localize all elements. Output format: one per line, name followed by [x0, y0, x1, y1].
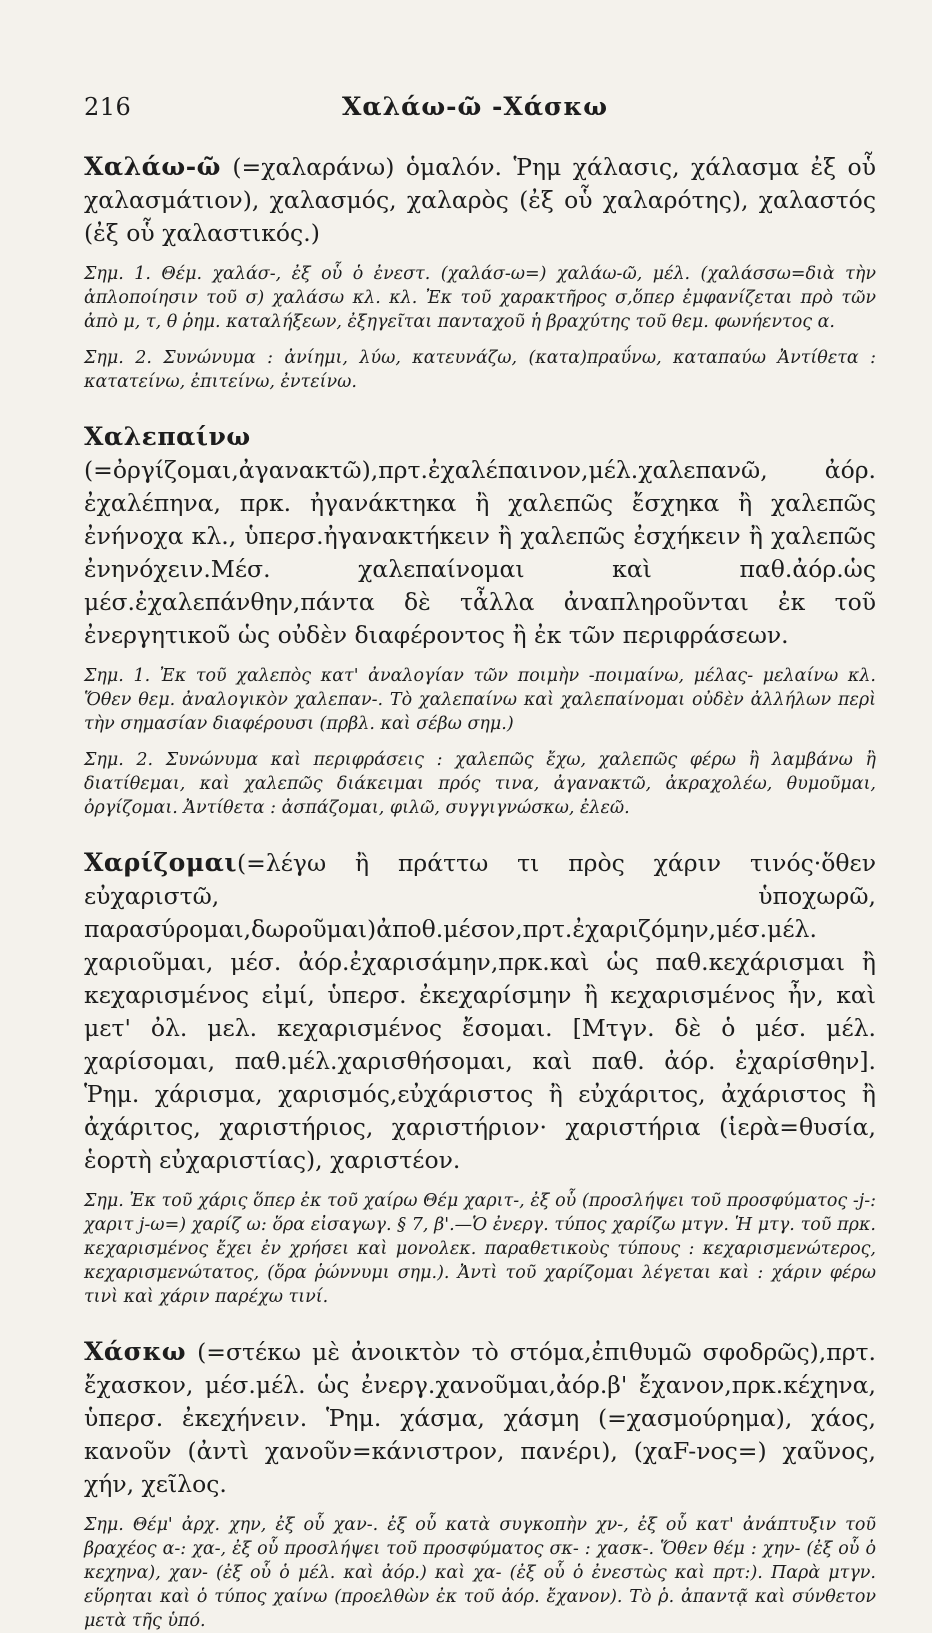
entry-body: (=στέκω μὲ ἀνοικτὸν τὸ στόμα,ἐπιθυμῶ σφοδρῶς),πρτ. ἔχασκον, μέσ.μέλ. ὡς ἐνεργ.χανοῦμαι,ἀόρ.β' ἔχανον,πρκ.κέχηνα, ὑπερσ. ἐκεχήνειν. Ῥημ. χάσμα, χάσμη (=χασμούρημα), χάος, κανοῦν (ἀντὶ χανοῦν=κάνιστρον, πανέρι), (χαF-νος=) χαῦνος, χήν, χεῖλος.: [84, 1338, 876, 1498]
note: Σημ. 2. Συνώνυμα καὶ περιφράσεις : χαλεπῶς ἔχω, χαλεπῶς φέρω ἢ λαμβάνω ἢ διατίθεμαι, καὶ χαλεπῶς διάκειμαι πρός τινα, ἀγανακτῶ, ἀκραχολέω, θυμοῦμαι, ὀργίζομαι. Ἀντίθετα : ἀσπάζομαι, φιλῶ, συγγιγνώσκω, ἐλεῶ.: [84, 750, 876, 818]
page-number: 216: [84, 93, 132, 121]
note: Σημ. 2. Συνώνυμα : ἀνίημι, λύω, κατευνάζω, (κατα)πραΰνω, καταπαύω Ἀντίθετα : κατατείνω, ἐπιτείνω, ἐντείνω.: [84, 348, 876, 392]
headword: Χαλεπαίνω: [84, 422, 251, 451]
page-header: [84, 92, 876, 132]
note: Σημ. 1. Ἐκ τοῦ χαλεπὸς κατ' ἀναλογίαν τῶν ποιμὴν -ποιμαίνω, μέλας- μελαίνω κλ. Ὅθεν θεμ. ἀναλογικὸν χαλεπαν-. Τὸ χαλεπαίνω καὶ χαλεπαίνομαι οὐδὲν ἀλλήλων περὶ τὴν σημασίαν διαφέρουσι (πρβλ. καὶ σέβω σημ.): [84, 666, 876, 734]
note: Σημ. 1. Θέμ. χαλάσ-, ἐξ οὗ ὁ ἐνεστ. (χαλάσ-ω=) χαλάω-ῶ, μέλ. (χαλάσσω=διὰ τὴν ἁπλοποίησιν τοῦ σ) χαλάσω κλ. κλ. Ἐκ τοῦ χαρακτῆρος σ,ὅπερ ἐμφανίζεται πρὸ τῶν ἀπὸ μ, τ, θ ῥημ. καταλήξεων, ἐξηγεῖται πανταχοῦ ἡ βραχύτης τοῦ θεμ. φωνήεντος α.: [84, 264, 876, 332]
entry-body: (=χαλαράνω) ὁμαλόν. Ῥημ χάλασις, χάλασμα ἐξ οὗ χαλασμάτιον), χαλασμός, χαλαρὸς (ἐξ οὗ χαλαρότης), χαλαστός (ἐξ οὗ χαλαστικός.): [84, 153, 876, 247]
entry-chalao: [84, 150, 876, 394]
entry-body: (=λέγω ἢ πράττω τι πρὸς χάριν τινός·ὅθεν εὐχαριστῶ, ὑποχωρῶ, παρασύρομαι,δωροῦμαι)ἀποθ.μέσον,πρτ.ἐχαριζόμην,μέσ.μέλ. χαριοῦμαι, μέσ. ἀόρ.ἐχαρισάμην,πρκ.καὶ ὡς παθ.κεχάρισμαι ἢ κεχαρισμένος εἰμί, ὑπερσ. ἐκεχαρίσμην ἢ κεχαρισμένος ἦν, καὶ μετ' ὀλ. μελ. κεχαρισμένος ἔσομαι. [Μτγν. δὲ ὁ μέσ. μέλ. χαρίσομαι, παθ.μέλ.χαρισθήσομαι, καὶ παθ. ἀόρ. ἐχαρίσθην]. Ῥημ. χάρισμα, χαρισμός,εὐχάριστος ἢ εὐχάριτος, ἀχάριστος ἢ ἀχάριτος, χαριστήριος, χαριστήριον· χαριστήρια (ἱερὰ=θυσία, ἑορτὴ εὐχαριστίας), χαριστέον.: [84, 849, 876, 1174]
entry-chasko: [84, 1335, 876, 1633]
entry-charizomai: [84, 846, 876, 1309]
entry-chalepaino: [84, 420, 876, 820]
headword: Χαρίζομαι: [84, 848, 237, 877]
entry-text: [84, 150, 876, 250]
note: Σημ. Ἐκ τοῦ χάρις ὅπερ ἐκ τοῦ χαίρω Θέμ χαριτ-, ἐξ οὗ (προσλήψει τοῦ προσφύματος -j-: χαριτ j-ω=) χαρίζ ω: ὅρα εἰσαγωγ. § 7, β'.—Ὁ ἐνεργ. τύπος χαρίζω μτγν. Ἡ μτγ. τοῦ πρκ. κεχαρισμένος ἔχει ἐν χρήσει καὶ μονολεκ. παραθετικοὺς τύπους : κεχαρισμενώτερος, κεχαρισμενώτατος, (ὅρα ῥώννυμι σημ.). Ἀντὶ τοῦ χαρίζομαι λέγεται καὶ : χάριν φέρω τινὶ καὶ χάριν παρέχω τινί.: [84, 1191, 876, 1307]
headword: Χαλάω-ῶ: [84, 152, 221, 181]
note: Σημ. Θέμ' ἀρχ. χην, ἐξ οὗ χαν-. ἐξ οὗ κατὰ συγκοπὴν χν-, ἐξ οὗ κατ' ἀνάπτυξιν τοῦ βραχέος α-: χα-, ἐξ οὗ προσλήψει τοῦ προσφύματος σκ- : χασκ-. Ὅθεν θέμ : χην- (ἐξ οὗ ὁ κεχηνα), χαν- (ἐξ οὗ ὁ μέλ. καὶ ἀόρ.) καὶ χα- (ἐξ οὗ ὁ ἐνεστὼς καὶ πρτ:). Παρὰ μτγν. εὕρηται καὶ ὁ τύπος χαίνω (προελθὼν ἐκ τοῦ ἀόρ. ἔχανον). Τὸ ῥ. ἀπαντᾷ καὶ σύνθετον μετὰ τῆς ὑπό.: [84, 1515, 876, 1631]
entry-text: [84, 846, 876, 1177]
running-head: Χαλάω-ῶ -Χάσκω: [341, 92, 609, 121]
entry-text: [84, 420, 876, 652]
entry-body: (=ὀργίζομαι,ἀγανακτῶ),πρτ.ἐχαλέπαινον,μέλ.χαλεπανῶ, ἀόρ. ἐχαλέπηνα, πρκ. ἠγανάκτηκα ἢ χαλεπῶς ἔσχηκα ἢ χαλεπῶς ἐνήνοχα κλ., ὑπερσ.ἠγανακτήκειν ἢ χαλεπῶς ἐσχήκειν ἢ χαλεπῶς ἐνηνόχειν.Μέσ. χαλεπαίνομαι καὶ παθ.ἀόρ.ὡς μέσ.ἐχαλεπάνθην,πάντα δὲ τἆλλα ἀναπληροῦνται ἐκ τοῦ ἐνεργητικοῦ ὡς οὐδὲν διαφέροντος ἢ ἐκ τῶν περιφράσεων.: [84, 456, 876, 649]
entry-text: [84, 1335, 876, 1501]
headword: Χάσκω: [84, 1337, 187, 1366]
